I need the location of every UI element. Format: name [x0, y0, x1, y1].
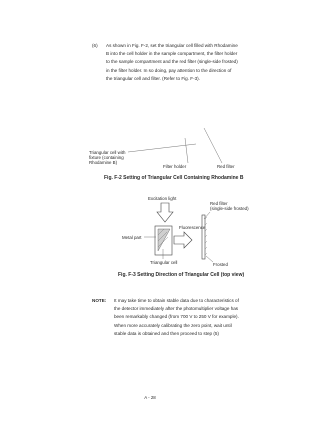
note-line: It may take time to obtain stable data due to characteristics of [114, 298, 239, 303]
note-line: the detector immediately after the photomultiplier voltage has [114, 306, 239, 312]
label-fluorescence: Fluorescence [179, 225, 206, 230]
callout-triangular-cell: Triangular cell with fixture (containing Rhodamine B) [89, 150, 126, 166]
excitation-light-arrow [157, 203, 173, 222]
note-line: When more accurately calibrating the zero point, wait until [114, 322, 232, 328]
note-line: been remarkably changed (from 700 V to 250 V for example). [114, 314, 239, 320]
note-text [114, 297, 239, 338]
note-label: NOTE: [92, 298, 107, 303]
callout-red-filter: Red filter [217, 164, 235, 169]
fig-f2-caption: Fig. F-2 Setting of Triangular Cell Containing Rhodamine B [104, 175, 244, 181]
step-line: B into the cell holder in the sample compartment, the filter holder [106, 51, 238, 57]
red-filter-plate [202, 215, 205, 259]
leader-line-frosted [206, 256, 213, 262]
label-triangular-cell: Triangular cell [150, 260, 178, 265]
label-excitation-light: Excitation light [148, 196, 177, 201]
step-line: the triangular cell and filter. (Refer to Fig. F-3). [106, 75, 200, 81]
step-number: (6) [92, 43, 98, 48]
step-line: in the filter holder. In so doing, pay attention to the direction of [106, 67, 232, 73]
page-number: A - 28 [144, 395, 156, 400]
fluorescence-arrow [174, 232, 192, 248]
label-metal-part: Metal part [122, 235, 142, 240]
label-frosted: Frosted [213, 262, 228, 267]
callout-filter-holder: Filter holder [163, 164, 187, 169]
step-line: As shown in Fig. F-2, set the triangular cell filled with Rhodamine [106, 43, 238, 48]
note-line: stable data is obtained and then proceed to step (5) [114, 330, 219, 336]
label-fig3-red-filter: Red filter (single-side frosted) [210, 201, 249, 212]
step-line: to the sample compartment and the red filter (single-side frosted) [106, 59, 238, 65]
fig-f3-caption: Fig. F-3 Setting Direction of Triangular Cell (top view) [118, 272, 245, 278]
